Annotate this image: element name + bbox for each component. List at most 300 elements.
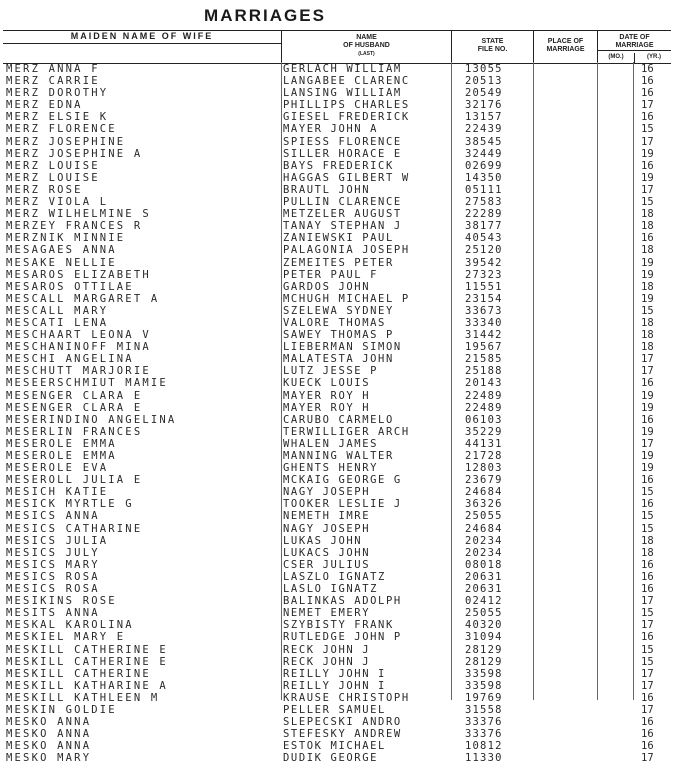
table-row: [0, 704, 675, 716]
wife-name-cell: MESKILL KATHARINE A: [6, 679, 168, 692]
table-row: [0, 123, 675, 135]
state-file-cell: 08018: [465, 558, 503, 571]
wife-name-cell: MESKO ANNA: [6, 716, 92, 729]
table-row: [0, 656, 675, 668]
state-file-cell: 40320: [465, 619, 503, 632]
year-cell: 15: [641, 643, 654, 656]
table-row: [0, 148, 675, 160]
state-file-cell: 13055: [465, 63, 503, 75]
wife-name-cell: MESICS MARY: [6, 558, 100, 571]
table-row: [0, 87, 675, 99]
year-cell: 17: [641, 679, 654, 692]
husband-name-cell: BALINKAS ADOLPH: [283, 595, 402, 608]
wife-name-cell: MESIKINS ROSE: [6, 595, 117, 608]
wife-name-cell: MESICS JULY: [6, 546, 100, 559]
wife-name-cell: MESITS ANNA: [6, 607, 100, 620]
table-row: [0, 547, 675, 559]
maiden-name-header-label: MAIDEN NAME OF WIFE: [70, 31, 214, 41]
year-cell: 16: [641, 75, 654, 88]
wife-name-cell: MERZNIK MINNIE: [6, 232, 126, 245]
date-subheader: [598, 50, 671, 64]
table-row: [0, 728, 675, 740]
table-row: [0, 462, 675, 474]
wife-name-cell: MESCALL MARGARET A: [6, 292, 160, 305]
state-file-cell: 20631: [465, 583, 503, 596]
wife-name-cell: MERZ ROSE: [6, 183, 83, 196]
wife-name-cell: MESKO ANNA: [6, 740, 92, 753]
year-cell: 15: [641, 123, 654, 136]
husband-name-cell: RECK JOHN J: [283, 655, 371, 668]
husband-name-cell: MCKAIG GEORGE G: [283, 474, 402, 487]
table-row: [0, 111, 675, 123]
year-cell: 19: [641, 462, 654, 475]
wife-name-cell: MESEROLL JULIA E: [6, 474, 143, 487]
husband-header-line3: (LAST): [358, 51, 375, 57]
state-file-cell: 27323: [465, 268, 503, 281]
year-cell: 16: [641, 498, 654, 511]
wife-name-cell: MESICH KATIE: [6, 486, 109, 499]
year-cell: 19: [641, 292, 654, 305]
husband-name-cell: LUKACS JOHN: [283, 546, 371, 559]
state-file-cell: 39542: [465, 256, 503, 269]
date-header-line2: MARRIAGE: [615, 42, 654, 49]
year-cell: 16: [641, 377, 654, 390]
state-file-cell: 28129: [465, 655, 503, 668]
year-cell: 18: [641, 329, 654, 342]
state-file-cell: 20234: [465, 534, 503, 547]
year-cell: 16: [641, 691, 654, 704]
table-row: [0, 402, 675, 414]
state-file-cell: 19567: [465, 341, 503, 354]
wife-name-cell: MESEROLE EMMA: [6, 437, 117, 450]
husband-name-cell: LASZLO IGNATZ: [283, 570, 386, 583]
table-row: [0, 341, 675, 353]
state-file-cell: 11551: [465, 280, 503, 293]
year-cell: 17: [641, 752, 654, 764]
state-file-cell: 25120: [465, 244, 503, 257]
husband-name-cell: BRAUTL JOHN: [283, 183, 371, 196]
wife-name-cell: MESCATI LENA: [6, 316, 109, 329]
state-file-cell: 05111: [465, 183, 503, 196]
year-cell: 19: [641, 147, 654, 160]
date-header-line1: DATE OF: [619, 34, 650, 41]
state-file-cell: 33598: [465, 667, 503, 680]
table-row: [0, 752, 675, 764]
table-row: [0, 450, 675, 462]
wife-name-cell: MESKILL KATHLEEN M: [6, 691, 160, 704]
table-row: [0, 232, 675, 244]
date-of-marriage-header: [597, 31, 671, 63]
table-row: [0, 208, 675, 220]
state-file-cell: 10812: [465, 740, 503, 753]
husband-name-cell: ZANIEWSKI PAUL: [283, 232, 394, 245]
husband-name-cell: REILLY JOHN I: [283, 667, 386, 680]
state-file-cell: 33376: [465, 728, 503, 741]
state-file-cell: 33376: [465, 716, 503, 729]
husband-name-cell: STEFESKY ANDREW: [283, 728, 402, 741]
table-row: [0, 559, 675, 571]
table-row: [0, 486, 675, 498]
table-row: [0, 474, 675, 486]
state-file-cell: 20143: [465, 377, 503, 390]
wife-name-cell: MESKIEL MARY E: [6, 631, 126, 644]
wife-name-cell: MERZ ELSIE K: [6, 111, 109, 124]
year-cell: 18: [641, 546, 654, 559]
state-file-cell: 38177: [465, 220, 503, 233]
table-row: [0, 63, 675, 75]
table-row: [0, 438, 675, 450]
page-title: MARRIAGES: [204, 6, 326, 25]
state-file-cell: 23154: [465, 292, 503, 305]
state-file-cell: 22289: [465, 208, 503, 221]
wife-name-cell: MESCALL MARY: [6, 304, 109, 317]
year-cell: 15: [641, 510, 654, 523]
year-cell: 15: [641, 304, 654, 317]
table-row: [0, 329, 675, 341]
year-cell: 18: [641, 316, 654, 329]
place-of-marriage-header: [533, 31, 597, 63]
husband-name-cell: LUKAS JOHN: [283, 534, 363, 547]
husband-name-cell: SZYBISTY FRANK: [283, 619, 394, 632]
year-cell: 15: [641, 607, 654, 620]
wife-name-cell: MESKAL KAROLINA: [6, 619, 134, 632]
wife-name-cell: MESCHAART LEONA V: [6, 329, 151, 342]
wife-name-cell: MESKILL CATHERINE E: [6, 643, 168, 656]
state-file-cell: 19769: [465, 691, 503, 704]
state-file-cell: 20549: [465, 87, 503, 100]
year-cell: 15: [641, 196, 654, 209]
husband-name-cell: MANNING WALTER: [283, 450, 394, 462]
maiden-name-header: [3, 31, 281, 63]
husband-name-cell: LUTZ JESSE P: [283, 365, 379, 378]
table-row: [0, 377, 675, 389]
wife-name-cell: MERZ EDNA: [6, 99, 83, 112]
wife-name-cell: MESKO MARY: [6, 752, 92, 764]
husband-name-cell: NAGY JOSEPH: [283, 486, 371, 499]
state-file-cell: 35229: [465, 425, 503, 438]
table-row: [0, 390, 675, 402]
husband-name-cell: NEMETH IMRE: [283, 510, 371, 523]
wife-name-cell: MESKILL CATHERINE E: [6, 655, 168, 668]
table-row: [0, 99, 675, 111]
table-row: [0, 619, 675, 631]
husband-name-cell: RECK JOHN J: [283, 643, 371, 656]
year-cell: 16: [641, 159, 654, 172]
wife-name-cell: MESERINDINO ANGELINA: [6, 413, 177, 426]
table-row: [0, 317, 675, 329]
state-file-cell: 20234: [465, 546, 503, 559]
wife-name-cell: MESICK MYRTLE G: [6, 498, 134, 511]
husband-name-cell: MAYER ROY H: [283, 389, 371, 402]
wife-name-cell: MESAROS OTTILAE: [6, 280, 134, 293]
state-file-cell: 36326: [465, 498, 503, 511]
year-cell: 16: [641, 728, 654, 741]
wife-name-cell: MESCHUTT MARJORIE: [6, 365, 151, 378]
year-cell: 19: [641, 450, 654, 462]
husband-header-line2: OF HUSBAND: [343, 42, 390, 49]
month-subheader: (MO.): [608, 54, 624, 60]
year-cell: 16: [641, 558, 654, 571]
table-row: [0, 353, 675, 365]
husband-name-cell: REILLY JOHN I: [283, 679, 386, 692]
wife-name-cell: MESERLIN FRANCES: [6, 425, 143, 438]
husband-name-cell: SLEPECSKI ANDRO: [283, 716, 402, 729]
wife-name-cell: MESEROLE EVA: [6, 462, 109, 475]
state-file-cell: 25188: [465, 365, 503, 378]
wife-name-cell: MESCHANINOFF MINA: [6, 341, 151, 354]
husband-name-cell: PETER PAUL F: [283, 268, 379, 281]
table-row: [0, 136, 675, 148]
state-file-cell: 14350: [465, 171, 503, 184]
husband-name-cell: GARDOS JOHN: [283, 280, 371, 293]
husband-name-cell: LIEBERMAN SIMON: [283, 341, 402, 354]
wife-name-cell: MERZ CARRIE: [6, 75, 100, 88]
table-row: [0, 498, 675, 510]
wife-name-cell: MESAROS ELIZABETH: [6, 268, 151, 281]
state-file-cell: 22489: [465, 389, 503, 402]
husband-name-cell: NEMET EMERY: [283, 607, 371, 620]
state-file-cell: 02412: [465, 595, 503, 608]
state-file-cell: 25055: [465, 510, 503, 523]
wife-name-cell: MESENGER CLARA E: [6, 401, 143, 414]
state-file-cell: 32176: [465, 99, 503, 112]
husband-name-cell: KUECK LOUIS: [283, 377, 371, 390]
year-cell: 15: [641, 522, 654, 535]
state-file-cell: 31442: [465, 329, 503, 342]
year-cell: 16: [641, 87, 654, 100]
wife-name-cell: MESAGAES ANNA: [6, 244, 117, 257]
table-row: [0, 184, 675, 196]
wife-name-cell: MESEROLE EMMA: [6, 450, 117, 462]
state-file-cell: 02699: [465, 159, 503, 172]
husband-name-cell: CARUBO CARMELO: [283, 413, 394, 426]
year-cell: 16: [641, 631, 654, 644]
wife-name-cell: MERZ FLORENCE: [6, 123, 117, 136]
table-row: [0, 244, 675, 256]
state-file-cell: 20513: [465, 75, 503, 88]
husband-header-line1: NAME: [356, 34, 377, 41]
wife-name-cell: MESKO ANNA: [6, 728, 92, 741]
table-row: [0, 220, 675, 232]
husband-name-cell: MALATESTA JOHN: [283, 353, 394, 366]
year-cell: 16: [641, 63, 654, 75]
state-file-cell: 13157: [465, 111, 503, 124]
state-file-cell: 31094: [465, 631, 503, 644]
table-row: [0, 716, 675, 728]
header-rule: [3, 43, 281, 44]
table-row: [0, 269, 675, 281]
year-cell: 15: [641, 655, 654, 668]
wife-name-cell: MERZEY FRANCES R: [6, 220, 143, 233]
year-cell: 19: [641, 425, 654, 438]
year-cell: 15: [641, 486, 654, 499]
table-row: [0, 680, 675, 692]
husband-name-cell: METZELER AUGUST: [283, 208, 402, 221]
wife-name-cell: MESICS CATHARINE: [6, 522, 143, 535]
state-file-cell: 24684: [465, 486, 503, 499]
husband-name-header: [281, 31, 451, 63]
husband-name-cell: PELLER SAMUEL: [283, 703, 386, 716]
state-file-cell: 31558: [465, 703, 503, 716]
husband-name-cell: ESTOK MICHAEL: [283, 740, 386, 753]
husband-name-cell: MAYER JOHN A: [283, 123, 379, 136]
state-file-cell: 44131: [465, 437, 503, 450]
state-file-cell: 33340: [465, 316, 503, 329]
wife-name-cell: MERZ LOUISE: [6, 171, 100, 184]
table-row: [0, 607, 675, 619]
state-file-cell: 28129: [465, 643, 503, 656]
husband-name-cell: ZEMEITES PETER: [283, 256, 394, 269]
year-cell: 16: [641, 232, 654, 245]
state-file-cell: 38545: [465, 135, 503, 148]
year-cell: 16: [641, 570, 654, 583]
year-cell: 17: [641, 183, 654, 196]
table-row: [0, 414, 675, 426]
wife-name-cell: MESENGER CLARA E: [6, 389, 143, 402]
year-cell: 16: [641, 583, 654, 596]
state-file-cell: 33673: [465, 304, 503, 317]
husband-name-cell: GIESEL FREDERICK: [283, 111, 410, 124]
state-file-cell: 22439: [465, 123, 503, 136]
file-header-line1: STATE: [481, 38, 504, 45]
table-row: [0, 595, 675, 607]
husband-name-cell: MCHUGH MICHAEL P: [283, 292, 410, 305]
year-cell: 18: [641, 341, 654, 354]
wife-name-cell: MESCHI ANGELINA: [6, 353, 134, 366]
table-row: [0, 365, 675, 377]
state-file-cell: 20631: [465, 570, 503, 583]
year-cell: 19: [641, 171, 654, 184]
state-file-cell: 21728: [465, 450, 503, 462]
state-file-cell: 33598: [465, 679, 503, 692]
table-row: [0, 75, 675, 87]
table-row: [0, 281, 675, 293]
year-cell: 16: [641, 716, 654, 729]
state-file-cell: 27583: [465, 196, 503, 209]
table-row: [0, 196, 675, 208]
table-row: [0, 305, 675, 317]
year-cell: 19: [641, 268, 654, 281]
husband-name-cell: LASLO IGNATZ: [283, 583, 379, 596]
place-header-line1: PLACE OF: [547, 38, 584, 45]
table-row: [0, 523, 675, 535]
year-cell: 19: [641, 389, 654, 402]
year-cell: 16: [641, 111, 654, 124]
husband-name-cell: RUTLEDGE JOHN P: [283, 631, 402, 644]
wife-name-cell: MERZ JOSEPHINE A: [6, 147, 143, 160]
state-file-cell: 32449: [465, 147, 503, 160]
state-file-cell: 06103: [465, 413, 503, 426]
table-row: [0, 583, 675, 595]
husband-name-cell: SAWEY THOMAS P: [283, 329, 394, 342]
table-header: [3, 30, 671, 64]
year-cell: 17: [641, 619, 654, 632]
wife-name-cell: MESICS ANNA: [6, 510, 100, 523]
file-header-line2: FILE NO.: [477, 46, 508, 53]
table-row: [0, 740, 675, 752]
husband-name-cell: GERLACH WILLIAM: [283, 63, 402, 75]
husband-name-cell: KRAUSE CHRISTOPH: [283, 691, 410, 704]
husband-name-cell: LANGABEE CLARENC: [283, 75, 410, 88]
husband-name-cell: SZELEWA SYDNEY: [283, 304, 394, 317]
year-cell: 17: [641, 667, 654, 680]
year-cell: 17: [641, 99, 654, 112]
wife-name-cell: MERZ WILHELMINE S: [6, 208, 151, 221]
place-header-line2: MARRIAGE: [546, 46, 585, 53]
husband-name-cell: HAGGAS GILBERT W: [283, 171, 410, 184]
husband-name-cell: TERWILLIGER ARCH: [283, 425, 410, 438]
state-file-cell: 25055: [465, 607, 503, 620]
year-cell: 18: [641, 208, 654, 221]
table-row: [0, 257, 675, 269]
year-cell: 17: [641, 437, 654, 450]
table-row: [0, 668, 675, 680]
husband-name-cell: BAYS FREDERICK: [283, 159, 394, 172]
year-cell: 18: [641, 534, 654, 547]
year-subheader: (YR.): [634, 53, 673, 64]
table-row: [0, 571, 675, 583]
year-cell: 17: [641, 595, 654, 608]
wife-name-cell: MESICS ROSA: [6, 570, 100, 583]
state-file-cell: 11330: [465, 752, 503, 764]
year-cell: 17: [641, 135, 654, 148]
year-cell: 19: [641, 256, 654, 269]
husband-name-cell: PHILLIPS CHARLES: [283, 99, 410, 112]
state-file-cell: 24684: [465, 522, 503, 535]
marriage-records-list: [0, 63, 675, 764]
year-cell: 16: [641, 413, 654, 426]
year-cell: 17: [641, 353, 654, 366]
wife-name-cell: MERZ DOROTHY: [6, 87, 109, 100]
husband-name-cell: PALAGONIA JOSEPH: [283, 244, 410, 257]
husband-name-cell: VALORE THOMAS: [283, 316, 386, 329]
wife-name-cell: MERZ ANNA F: [6, 63, 100, 75]
husband-name-cell: MAYER ROY H: [283, 401, 371, 414]
husband-name-cell: DUDIK GEORGE: [283, 752, 379, 764]
state-file-header: [451, 31, 533, 63]
year-cell: 19: [641, 401, 654, 414]
state-file-cell: 12803: [465, 462, 503, 475]
husband-name-cell: GHENTS HENRY: [283, 462, 379, 475]
year-cell: 17: [641, 365, 654, 378]
year-cell: 17: [641, 703, 654, 716]
year-cell: 18: [641, 280, 654, 293]
wife-name-cell: MERZ JOSEPHINE: [6, 135, 126, 148]
state-file-cell: 23679: [465, 474, 503, 487]
table-row: [0, 426, 675, 438]
year-cell: 18: [641, 244, 654, 257]
wife-name-cell: MESKIN GOLDIE: [6, 703, 117, 716]
husband-name-cell: TOOKER LESLIE J: [283, 498, 402, 511]
table-row: [0, 692, 675, 704]
year-cell: 16: [641, 474, 654, 487]
husband-name-cell: CSER JULIUS: [283, 558, 371, 571]
wife-name-cell: MERZ LOUISE: [6, 159, 100, 172]
state-file-cell: 40543: [465, 232, 503, 245]
table-row: [0, 160, 675, 172]
wife-name-cell: MESICS ROSA: [6, 583, 100, 596]
year-cell: 18: [641, 220, 654, 233]
table-row: [0, 172, 675, 184]
wife-name-cell: MESEERSCHMIUT MAMIE: [6, 377, 168, 390]
table-row: [0, 644, 675, 656]
husband-name-cell: SPIESS FLORENCE: [283, 135, 402, 148]
state-file-cell: 22489: [465, 401, 503, 414]
husband-name-cell: WHALEN JAMES: [283, 437, 379, 450]
husband-name-cell: SILLER HORACE E: [283, 147, 402, 160]
wife-name-cell: MERZ VIOLA L: [6, 196, 109, 209]
table-row: [0, 510, 675, 522]
